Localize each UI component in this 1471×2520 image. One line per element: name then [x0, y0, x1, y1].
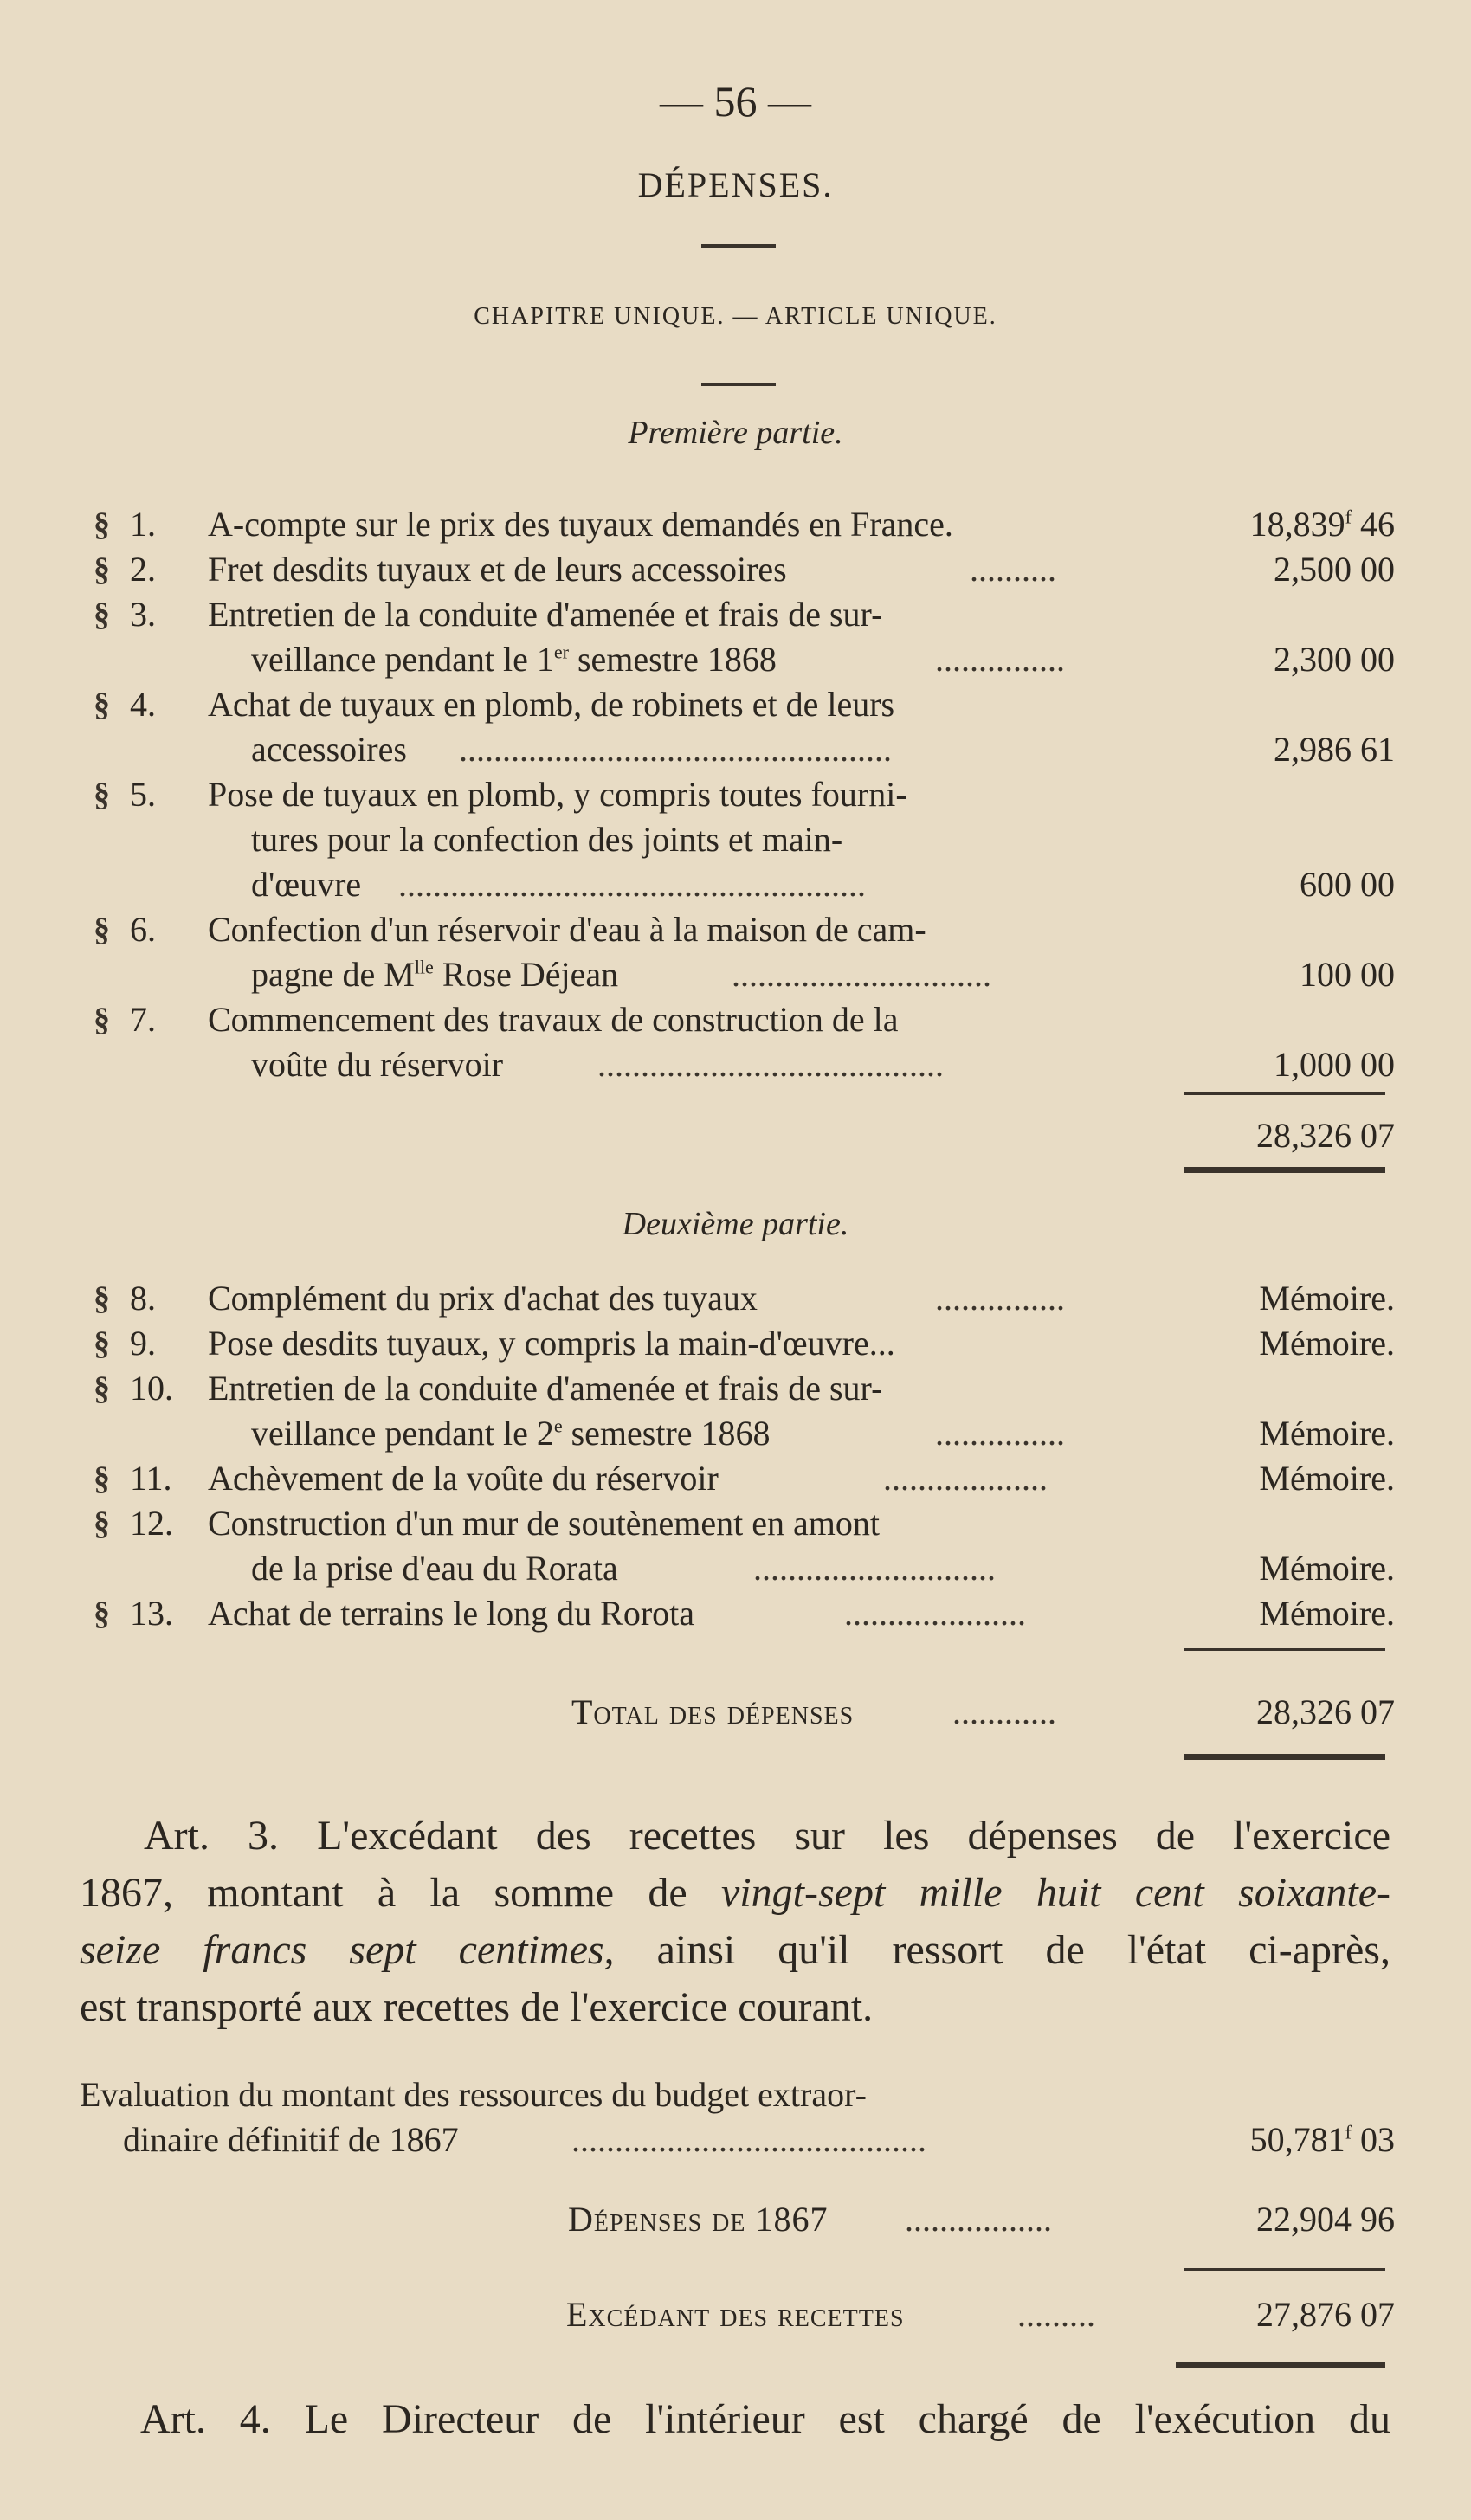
excedant-label: Excédant des recettes: [566, 2295, 905, 2334]
bracket-mark: §: [94, 1325, 110, 1362]
depenses-label: Dépenses de 1867: [568, 2200, 829, 2239]
bracket-mark: §: [94, 686, 110, 723]
item-number: 6.: [130, 910, 156, 949]
sum-rule-double: [1184, 1167, 1385, 1173]
item-text: Confection d'un réservoir d'eau à la maison de cam-: [208, 910, 926, 949]
divider: [701, 383, 776, 386]
list-item: [0, 1591, 1471, 1636]
paragraph-line: Art. 3. L'excédant des recettes sur les dépenses de l'exercice: [144, 1813, 1390, 1859]
leader-dots: ...............: [935, 1279, 1065, 1318]
item-number: 3.: [130, 595, 156, 634]
list-item: [0, 547, 1471, 592]
sum-rule: [1184, 1092, 1385, 1095]
item-text: Construction d'un mur de soutènement en amont: [208, 1504, 880, 1543]
item-amount: Mémoire.: [1259, 1324, 1395, 1363]
sum-rule-double: [1176, 2362, 1385, 2368]
bracket-mark: §: [94, 1505, 110, 1542]
item-text: veillance pendant le 1er semestre 1868: [251, 640, 777, 679]
item-text: tures pour la confection des joints et main-: [251, 820, 843, 859]
evaluation-row: [0, 2117, 1471, 2162]
leader-dots: ............................: [753, 1549, 996, 1588]
total-label: Total des dépenses: [571, 1692, 855, 1731]
leader-dots: ..................................................: [459, 730, 892, 769]
item-text: Entretien de la conduite d'amenée et frais de sur-: [208, 595, 883, 634]
list-item-continuation: [0, 727, 1471, 772]
list-item: [0, 1276, 1471, 1321]
item-text: de la prise d'eau du Rorata: [251, 1549, 618, 1588]
part1-total: 28,326 07: [1256, 1116, 1395, 1155]
chapter-heading: CHAPITRE UNIQUE. — ARTICLE UNIQUE.: [474, 303, 997, 330]
leader-dots: ............: [952, 1692, 1056, 1731]
item-amount: 1,000 00: [1274, 1045, 1395, 1084]
list-item-continuation: [0, 1546, 1471, 1591]
list-item: [0, 997, 1471, 1042]
leader-dots: ..............................: [732, 955, 991, 994]
item-text: Complément du prix d'achat des tuyaux: [208, 1279, 758, 1318]
item-number: 7.: [130, 1000, 156, 1039]
bracket-mark: §: [94, 1595, 110, 1632]
item-number: 10.: [130, 1369, 173, 1408]
leader-dots: .........: [1017, 2295, 1095, 2334]
paragraph-line: est transporté aux recettes de l'exercice courant.: [80, 1984, 874, 2030]
item-amount: Mémoire.: [1259, 1459, 1395, 1498]
item-amount: Mémoire.: [1259, 1594, 1395, 1633]
item-text: Achat de tuyaux en plomb, de robinets et de leurs: [208, 685, 895, 724]
item-text: Fret desdits tuyaux et de leurs accessoires: [208, 550, 787, 589]
leader-dots: ......................................................: [398, 865, 866, 904]
evaluation-amount: 50,781$^f$ 03: [1249, 2120, 1395, 2159]
page-number: — 56 —: [660, 77, 811, 126]
list-item-continuation: [0, 1042, 1471, 1087]
list-item-continuation: [0, 1411, 1471, 1456]
item-text: voûte du réservoir: [251, 1045, 504, 1084]
list-item: [0, 1321, 1471, 1366]
item-amount: Mémoire.: [1259, 1549, 1395, 1588]
item-text: d'œuvre: [251, 865, 362, 904]
list-item: [0, 502, 1471, 547]
bracket-mark: §: [94, 777, 110, 813]
item-number: 12.: [130, 1504, 173, 1543]
paragraph-line: seize francs sept centimes, ainsi qu'il ressort de l'état ci-après,: [80, 1927, 1390, 1973]
evaluation-text: dinaire définitif de 1867: [123, 2120, 459, 2159]
list-item: [0, 682, 1471, 727]
part2-heading: Deuxième partie.: [622, 1206, 849, 1242]
item-number: 13.: [130, 1594, 173, 1633]
divider: [701, 244, 776, 248]
item-number: 4.: [130, 685, 156, 724]
list-item: [0, 1456, 1471, 1501]
list-item-continuation: [0, 637, 1471, 682]
leader-dots: ...................: [883, 1459, 1048, 1498]
total-amount: 28,326 07: [1256, 1692, 1395, 1731]
list-item-continuation: [0, 862, 1471, 907]
item-amount: Mémoire.: [1259, 1414, 1395, 1453]
bracket-mark: §: [94, 1002, 110, 1038]
leader-dots: .................: [905, 2200, 1052, 2239]
item-amount: 2,500 00: [1274, 550, 1395, 589]
list-item-continuation: [0, 817, 1471, 862]
list-item: [0, 1501, 1471, 1546]
item-text: Commencement des travaux de construction de la: [208, 1000, 899, 1039]
list-item: [0, 907, 1471, 952]
list-item: [0, 592, 1471, 637]
evaluation-text: Evaluation du montant des ressources du budget extraor-: [80, 2075, 867, 2114]
item-number: 2.: [130, 550, 156, 589]
item-amount: 18,839$^f$ 46: [1249, 505, 1395, 544]
item-text: Pose desdits tuyaux, y compris la main-d'œuvre...: [208, 1324, 895, 1363]
item-text: Entretien de la conduite d'amenée et frais de sur-: [208, 1369, 883, 1408]
depenses-row: [0, 2197, 1471, 2242]
item-text: Achat de terrains le long du Rorota: [208, 1594, 695, 1633]
depenses-amount: 22,904 96: [1256, 2200, 1395, 2239]
item-text: veillance pendant le 2e semestre 1868: [251, 1414, 771, 1453]
article-4-paragraph: [80, 2391, 1390, 2448]
item-number: 8.: [130, 1279, 156, 1318]
leader-dots: .........................................: [571, 2120, 926, 2159]
leader-dots: ........................................: [597, 1045, 944, 1084]
bracket-mark: §: [94, 551, 110, 588]
item-number: 1.: [130, 505, 156, 544]
list-item: [0, 1366, 1471, 1411]
list-item-continuation: [0, 952, 1471, 997]
item-number: 9.: [130, 1324, 156, 1363]
leader-dots: ..........: [970, 550, 1056, 589]
total-row: [0, 1690, 1471, 1735]
item-text: Pose de tuyaux en plomb, y compris toutes fourni-: [208, 775, 907, 814]
bracket-mark: §: [94, 506, 110, 543]
item-amount: 600 00: [1300, 865, 1395, 904]
item-amount: 2,300 00: [1274, 640, 1395, 679]
item-amount: 100 00: [1300, 955, 1395, 994]
sum-rule: [1184, 1648, 1385, 1651]
bracket-mark: §: [94, 1370, 110, 1407]
bracket-mark: §: [94, 912, 110, 948]
subtotal-row: [0, 1113, 1471, 1158]
part1-heading: Première partie.: [628, 415, 843, 451]
item-text: Achèvement de la voûte du réservoir: [208, 1459, 719, 1498]
item-amount: 2,986 61: [1274, 730, 1395, 769]
sum-rule: [1184, 2268, 1385, 2271]
item-number: 5.: [130, 775, 156, 814]
leader-dots: ...............: [935, 1414, 1065, 1453]
page-title: DÉPENSES.: [637, 165, 834, 204]
bracket-mark: §: [94, 1280, 110, 1317]
item-text: accessoires: [251, 730, 407, 769]
item-text: pagne de $M^{lle}$ Rose Déjean: [251, 955, 619, 994]
leader-dots: .....................: [844, 1594, 1026, 1633]
paragraph-line: Art. 4. Le Directeur de l'intérieur est chargé de l'exécution du: [140, 2396, 1390, 2442]
leader-dots: ...............: [935, 640, 1065, 679]
paragraph-line: 1867, montant à la somme de vingt-sept mille huit cent soixante-: [80, 1870, 1391, 1916]
evaluation-row: [0, 2072, 1471, 2117]
bracket-mark: §: [94, 596, 110, 633]
item-amount: Mémoire.: [1259, 1279, 1395, 1318]
item-text: A-compte sur le prix des tuyaux demandés en France.: [208, 505, 953, 544]
item-number: 11.: [130, 1459, 172, 1498]
article-3-paragraph: [80, 1808, 1390, 2036]
excedant-row: [0, 2292, 1471, 2337]
sum-rule-double: [1184, 1754, 1385, 1760]
bracket-mark: §: [94, 1460, 110, 1497]
excedant-amount: 27,876 07: [1256, 2295, 1395, 2334]
list-item: [0, 772, 1471, 817]
